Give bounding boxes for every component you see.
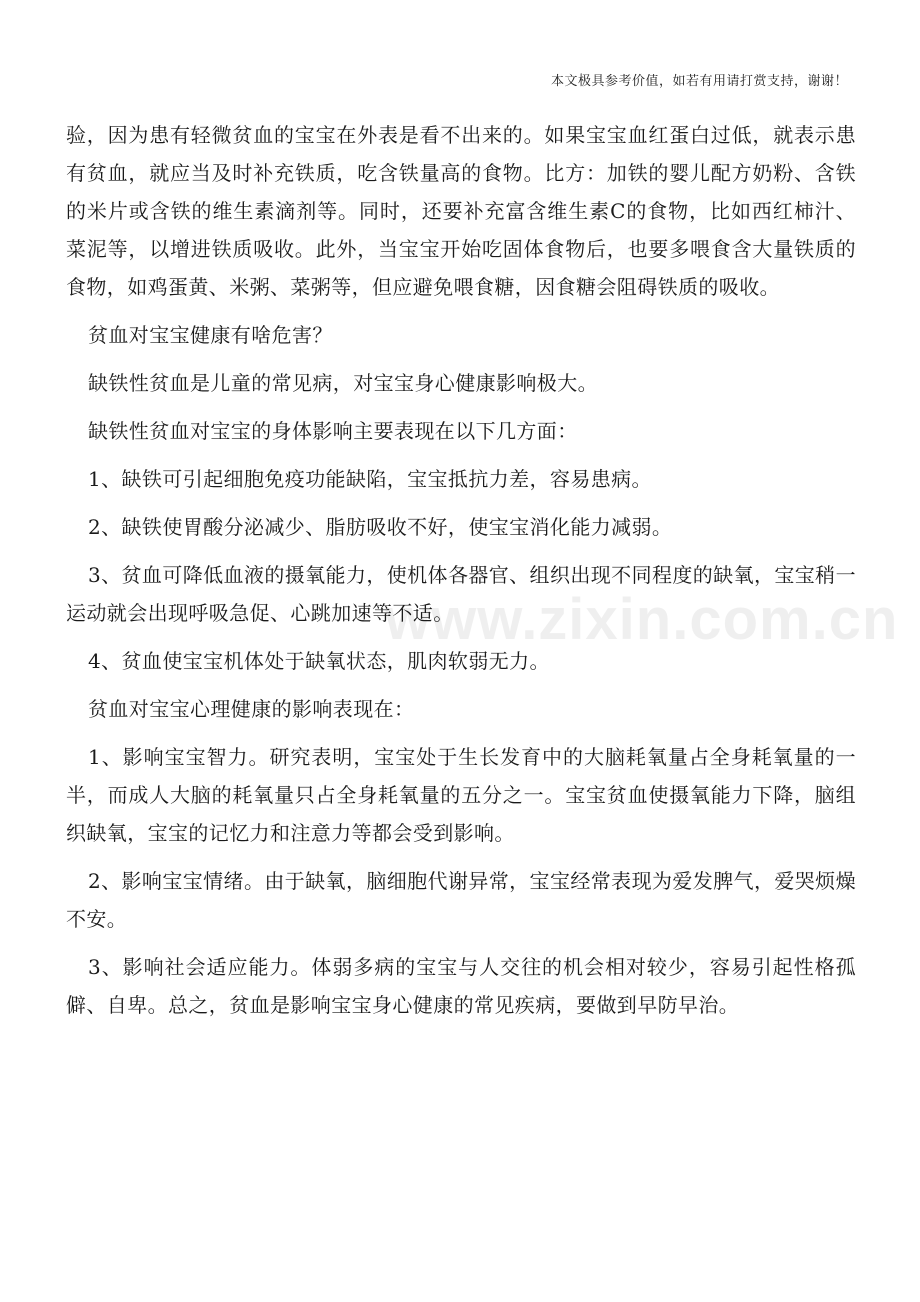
list-item: 1、缺铁可引起细胞免疫功能缺陷，宝宝抵抗力差，容易患病。	[88, 467, 652, 491]
section-heading-health-harm: 贫血对宝宝健康有啥危害？	[88, 323, 333, 347]
subsection-heading-psychological: 贫血对宝宝心理健康的影响表现在：	[88, 697, 415, 721]
list-item: 4、贫血使宝宝机体处于缺氧状态，肌肉软弱无力。	[88, 649, 550, 673]
header-note: 本文极具参考价值，如若有用请打赏支持，谢谢！	[550, 74, 848, 89]
watermark: www.zixin.com.cn	[385, 587, 899, 652]
list-item: 2、影响宝宝情绪。由于缺氧，脑细胞代谢异常，宝宝经常表现为爱发脾气，爱哭烦燥不安。	[66, 869, 856, 931]
list-item: 3、影响社会适应能力。体弱多病的宝宝与人交往的机会相对较少，容易引起性格孤僻、自卑。总之，贫血是影响宝宝身心健康的常见疾病，要做到早防早治。	[66, 955, 856, 1017]
list-item: 1、影响宝宝智力。研究表明，宝宝处于生长发育中的大脑耗氧量占全身耗氧量的一半，而成人大脑的耗氧量只占全身耗氧量的五分之一。宝宝贫血使摄氧能力下降，脑组织缺氧，宝宝的记忆力和注意力等都会受到影响。	[66, 745, 856, 845]
subsection-heading-physical: 缺铁性贫血对宝宝的身体影响主要表现在以下几方面：	[88, 419, 578, 443]
paragraph-continued: 验，因为患有轻微贫血的宝宝在外表是看不出来的。如果宝宝血红蛋白过低，就表示患有贫血，就应当及时补充铁质，吃含铁量高的食物。比方：加铁的婴儿配方奶粉、含铁的米片或含铁的维生素滴剂等。同时，还要补充富含维生素C的食物，比如西红柿汁、菜泥等，以增进铁质吸收。此外，当宝宝开始吃固体食物后，也要多喂食含大量铁质的食物，如鸡蛋黄、米粥、菜粥等，但应避免喂食糖，因食糖会阻碍铁质的吸收。	[66, 123, 856, 299]
list-item: 3、贫血可降低血液的摄氧能力，使机体各器官、组织出现不同程度的缺氧，宝宝稍一运动就会出现呼吸急促、心跳加速等不适。	[66, 563, 856, 625]
list-item: 2、缺铁使胃酸分泌减少、脂肪吸收不好，使宝宝消化能力减弱。	[88, 515, 673, 539]
document-body	[66, 116, 856, 1034]
paragraph: 缺铁性贫血是儿童的常见病，对宝宝身心健康影响极大。	[88, 371, 598, 395]
